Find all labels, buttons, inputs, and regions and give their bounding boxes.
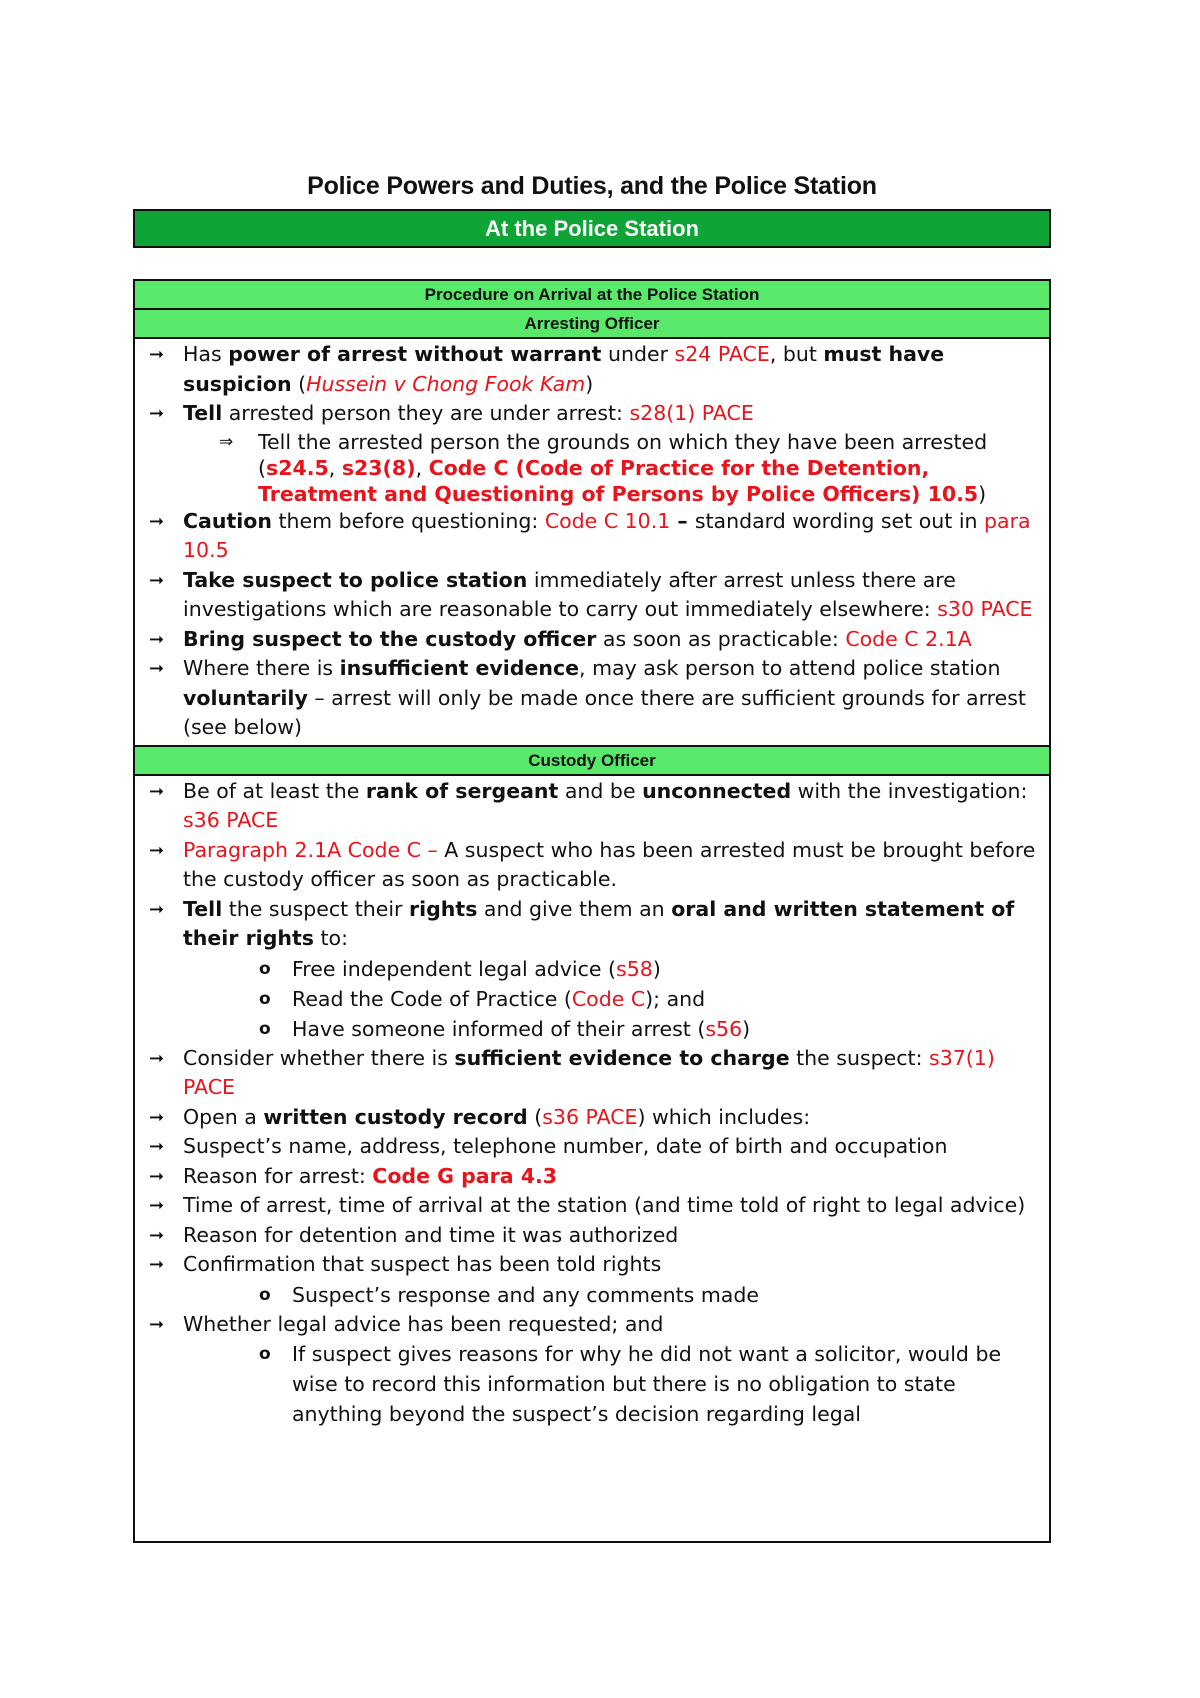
list-item: ⇒ Tell the arrested person the grounds on which they have been arrested (s24.5, s23(8), Code C (Code of Practice for the Detention, Treatment and Questioning of Persons by Police Officers) 10.5) [219,429,988,506]
arrow-bullet-icon: ➞ [149,1047,165,1069]
rights-sublist [135,954,1049,1044]
arrow-bullet-icon: ➞ [149,403,165,424]
arrow-bullet-icon: ➞ [149,1254,165,1275]
arrow-bullet-icon: ➞ [149,1165,165,1187]
custody-officer-list-final [135,1310,1049,1340]
double-arrow-bullet-icon: ⇒ [219,431,234,452]
list-item: ➞ Tell arrested person they are under arrest: s28(1) PACE [135,399,1049,429]
arrow-bullet-icon: ➞ [149,628,165,650]
arrow-bullet-icon: ➞ [149,1106,165,1128]
arrow-bullet-icon: ➞ [149,510,165,532]
list-item: ➞ Where there is insufficient evidence, may ask person to attend police station voluntarily – arrest will only be made once there are sufficient grounds for arrest (see below) [149,656,1026,739]
arrow-bullet-icon: ➞ [149,569,165,591]
arrow-bullet-icon: ➞ [149,658,165,679]
list-item: ➞ Take suspect to police station immediately after arrest unless there are investigations which are reasonable to carry out immediately elsewhere: s30 PACE [149,567,1033,621]
circle-bullet-icon: o [259,1284,271,1305]
list-item: ➞ Whether legal advice has been requested; and [135,1310,1049,1340]
arresting-officer-body [135,339,1049,745]
list-item: o Suspect’s response and any comments made [135,1280,1049,1310]
confirmation-sublist [135,1280,1049,1310]
arrow-bullet-icon: ➞ [149,1224,165,1246]
procedure-table [133,279,1051,1543]
list-item: o Free independent legal advice (s58) [135,954,1049,984]
table-header: Procedure on Arrival at the Police Station [135,281,1049,310]
list-item: ➞ Paragraph 2.1A Code C – A suspect who has been arrested must be brought before the custody officer as soon as practicable. [149,837,1036,891]
circle-bullet-icon: o [259,958,271,979]
list-item: ➞ Suspect’s name, address, telephone number, date of birth and occupation [135,1132,1049,1162]
arrow-bullet-icon: ➞ [149,898,165,920]
custody-officer-heading: Custody Officer [135,745,1049,776]
list-item: ➞ Confirmation that suspect has been told rights [135,1250,1049,1280]
section-banner: At the Police Station [133,209,1051,248]
arrow-bullet-icon: ➞ [149,839,165,861]
list-item: o Read the Code of Practice (Code C); and [135,984,1049,1014]
list-item: ➞ Tell the suspect their rights and give them an oral and written statement of their rights to: [149,896,1015,950]
list-item: ➞ Has power of arrest without warrant under s24 PACE, but must have suspicion (Hussein v Chong Fook Kam) [149,342,945,396]
arrow-bullet-icon: ➞ [149,1313,165,1335]
arrow-bullet-icon: ➞ [149,780,165,802]
list-item: ➞ Bring suspect to the custody officer as soon as practicable: Code C 2.1A [135,625,1049,655]
list-item: ➞ Consider whether there is sufficient evidence to charge the suspect: s37(1) PACE [149,1045,995,1099]
list-item: o Have someone informed of their arrest (s56) [135,1014,1049,1044]
list-item: ➞ Be of at least the rank of sergeant and be unconnected with the investigation: s36 PACE [149,778,1028,832]
list-item: o If suspect gives reasons for why he did not want a solicitor, would be wise to record this information but there is no obligation to state anything beyond the suspect’s decision regarding legal [135,1339,1049,1429]
document-title: Police Powers and Duties, and the Police Station [307,172,877,200]
circle-bullet-icon: o [259,1344,271,1364]
arresting-officer-list [135,340,1049,429]
arrow-bullet-icon: ➞ [149,1136,165,1157]
legal-advice-sublist [135,1339,1049,1429]
list-item: ➞ Reason for arrest: Code G para 4.3 [135,1162,1049,1192]
arrow-bullet-icon: ➞ [149,1195,165,1216]
list-item: ➞ Caution them before questioning: Code C 10.1 – standard wording set out in para 10.5 [149,508,1031,562]
circle-bullet-icon: o [259,988,271,1009]
list-item: ➞ Open a written custody record (s36 PACE) which includes: [135,1103,1049,1133]
custody-officer-body [135,776,1049,1432]
circle-bullet-icon: o [259,1018,271,1039]
list-item: ➞ Time of arrest, time of arrival at the station (and time told of right to legal advice) [135,1191,1049,1221]
custody-officer-list-continued [135,1044,1049,1280]
arresting-officer-list-continued [135,507,1049,743]
arrow-bullet-icon: ➞ [149,344,165,365]
list-item: ➞ Reason for detention and time it was authorized [135,1221,1049,1251]
arresting-officer-sublist [135,429,1049,507]
arresting-officer-heading: Arresting Officer [135,310,1049,339]
custody-officer-list [135,777,1049,954]
